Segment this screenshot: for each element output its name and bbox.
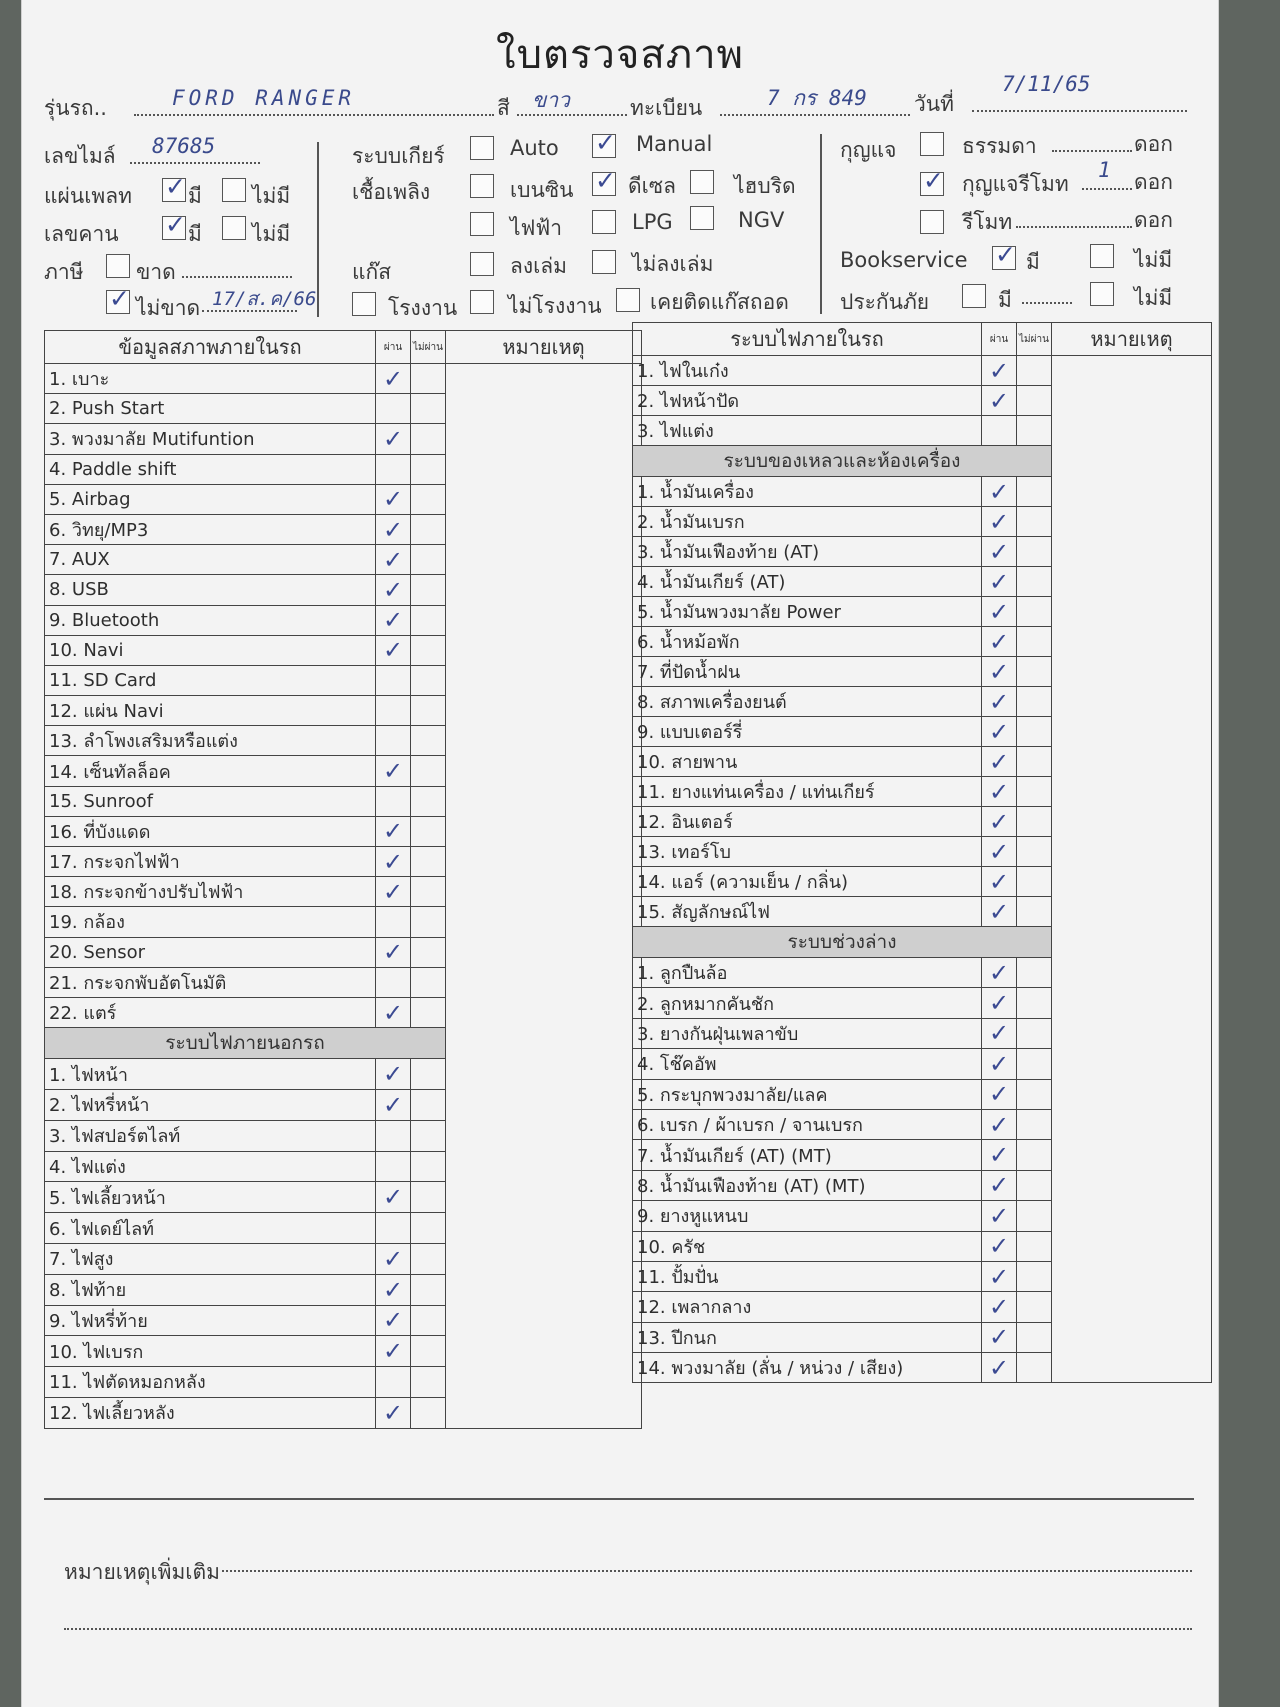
pass-cell[interactable]: ✓ — [376, 635, 411, 665]
gear-manual-label: Manual — [636, 132, 713, 156]
fail-cell[interactable] — [411, 1336, 446, 1367]
pass-cell[interactable]: ✓ — [376, 1397, 411, 1428]
row-label: 4. น้ำมันเกียร์ (AT) — [633, 567, 982, 597]
row-label: 7. ไฟสูง — [45, 1243, 376, 1274]
fuel-ngv-label: NGV — [738, 208, 785, 232]
notes-line[interactable] — [64, 1628, 1192, 1630]
row-label: 11. ปั้มปั่น — [633, 1261, 982, 1291]
plate-label: ทะเบียน — [630, 96, 703, 120]
gas-factory-label: โรงงาน — [388, 296, 458, 320]
gas-removed-checkbox[interactable] — [616, 288, 640, 312]
pass-cell[interactable]: ✓ — [982, 897, 1017, 927]
row-label: 10. ครัช — [633, 1231, 982, 1261]
pass-cell[interactable] — [376, 665, 411, 695]
pass-cell[interactable]: ✓ — [376, 484, 411, 514]
fail-cell[interactable] — [1017, 477, 1052, 507]
plate-sheet-label: แผ่นเพลท — [44, 184, 132, 208]
fuel-ev-label: ไฟฟ้า — [510, 216, 563, 240]
note-col: หมายเหตุ — [446, 331, 642, 364]
plate-sheet-none-checkbox[interactable] — [222, 178, 246, 202]
fail-cell[interactable] — [1017, 657, 1052, 687]
model-label: รุ่นรถ.. — [44, 96, 107, 120]
model-value: FORD RANGER — [172, 86, 356, 110]
table-row — [633, 356, 1212, 386]
fail-cell[interactable] — [1017, 1231, 1052, 1261]
fail-cell[interactable] — [1017, 507, 1052, 537]
key-unit: ดอก — [1134, 132, 1173, 156]
fail-cell[interactable] — [411, 816, 446, 846]
tax-label: ภาษี — [44, 260, 84, 284]
pass-cell[interactable]: ✓ — [982, 567, 1017, 597]
row-label: 12. แผ่น Navi — [45, 696, 376, 726]
row-label: 3. น้ำมันเฟืองท้าย (AT) — [633, 537, 982, 567]
row-label: 15. Sunroof — [45, 786, 376, 816]
fuel-ev-checkbox[interactable] — [470, 212, 494, 236]
row-label: 11. ไฟตัดหมอกหลัง — [45, 1367, 376, 1398]
fail-cell[interactable] — [1017, 1049, 1052, 1079]
gear-auto-label: Auto — [510, 136, 559, 160]
row-label: 17. กระจกไฟฟ้า — [45, 847, 376, 877]
fail-cell[interactable] — [1017, 416, 1052, 446]
pass-cell[interactable]: ✓ — [982, 1353, 1017, 1383]
pass-cell[interactable] — [982, 416, 1017, 446]
bookservice-none-checkbox[interactable] — [1090, 244, 1114, 268]
fail-cell[interactable] — [411, 786, 446, 816]
fuel-gasoline-label: เบนซิน — [510, 178, 574, 202]
pass-cell[interactable]: ✓ — [982, 1079, 1017, 1109]
row-label: 1. เบาะ — [45, 364, 376, 394]
pass-cell[interactable]: ✓ — [982, 1322, 1017, 1352]
notes-line[interactable] — [222, 1570, 1192, 1572]
pass-cell[interactable]: ✓ — [982, 687, 1017, 717]
pass-cell[interactable]: ✓ — [376, 545, 411, 575]
pass-cell[interactable]: ✓ — [376, 575, 411, 605]
row-label: 5. กระบุกพวงมาลัย/แลค — [633, 1079, 982, 1109]
fail-cell[interactable] — [411, 696, 446, 726]
fail-cell[interactable] — [1017, 597, 1052, 627]
plate-value: 7 กร 849 — [767, 86, 867, 110]
row-label: 6. วิทยุ/MP3 — [45, 514, 376, 544]
chassis-label: เลขคาน — [44, 222, 119, 246]
row-label: 1. ลูกปืนล้อ — [633, 958, 982, 988]
fail-cell[interactable] — [1017, 687, 1052, 717]
pass-cell[interactable]: ✓ — [982, 1261, 1017, 1291]
tax-overdue-label: ขาด — [136, 260, 176, 284]
key-remote-count: 1 — [1098, 158, 1111, 182]
row-label: 10. ไฟเบรก — [45, 1336, 376, 1367]
key-remote-only-checkbox[interactable] — [920, 210, 944, 234]
row-label: 7. AUX — [45, 545, 376, 575]
footer-notes-label: หมายเหตุเพิ่มเติม — [64, 1560, 220, 1584]
have-label: มี — [188, 222, 202, 246]
row-label: 21. กระจกพับอัตโนมัติ — [45, 967, 376, 997]
row-label: 12. อินเตอร์ — [633, 807, 982, 837]
fail-cell[interactable] — [1017, 1353, 1052, 1383]
row-label: 9. ไฟหรี่ท้าย — [45, 1305, 376, 1336]
pass-cell[interactable]: ✓ — [982, 1231, 1017, 1261]
fuel-gasoline-checkbox[interactable] — [470, 174, 494, 198]
pass-cell[interactable]: ✓ — [982, 988, 1017, 1018]
pass-col: ผ่าน — [982, 323, 1017, 356]
insurance-have-label: มี — [998, 288, 1012, 312]
row-label: 3. ไฟสปอร์ตไลท์ — [45, 1120, 376, 1151]
row-label: 2. ลูกหมากคันชัก — [633, 988, 982, 1018]
insurance-label: ประกันภัย — [840, 290, 930, 314]
gas-registered-checkbox[interactable] — [470, 252, 494, 276]
pass-cell[interactable]: ✓ — [982, 386, 1017, 416]
fail-cell[interactable] — [1017, 537, 1052, 567]
systems-table-title: ระบบไฟภายในรถ — [633, 323, 982, 356]
row-label: 2. Push Start — [45, 394, 376, 424]
mileage-value: 87685 — [152, 134, 216, 158]
fail-cell[interactable] — [1017, 356, 1052, 386]
section-title: ระบบช่วงล่าง — [633, 927, 1052, 958]
row-label: 19. กล้อง — [45, 907, 376, 937]
pass-cell[interactable]: ✓ — [982, 958, 1017, 988]
fail-cell[interactable] — [411, 1397, 446, 1428]
fail-cell[interactable] — [411, 1089, 446, 1120]
row-label: 2. ไฟหน้าปัด — [633, 386, 982, 416]
key-unit: ดอก — [1134, 170, 1173, 194]
row-label: 3. ไฟแต่ง — [633, 416, 982, 446]
tax-date: 17/ส.ค/66 — [212, 288, 317, 310]
pass-cell[interactable]: ✓ — [376, 514, 411, 544]
row-label: 6. เบรก / ผ้าเบรก / จานเบรก — [633, 1109, 982, 1139]
row-label: 5. ไฟเลี้ยวหน้า — [45, 1182, 376, 1213]
row-label: 1. ไฟในเก๋ง — [633, 356, 982, 386]
row-label: 8. น้ำมันเฟืองท้าย (AT) (MT) — [633, 1170, 982, 1200]
row-label: 8. USB — [45, 575, 376, 605]
have-label: มี — [1026, 250, 1040, 274]
fuel-lpg-checkbox[interactable] — [592, 210, 616, 234]
gear-manual-checkbox[interactable]: ✓ — [592, 134, 616, 158]
key-remote-label: กุญแจรีโมท — [962, 172, 1069, 196]
mileage-label: เลขไมล์ — [44, 144, 116, 168]
row-label: 5. น้ำมันพวงมาลัย Power — [633, 597, 982, 627]
row-label: 5. Airbag — [45, 484, 376, 514]
fail-cell[interactable] — [411, 545, 446, 575]
row-label: 3. ยางกันฝุ่นเพลาขับ — [633, 1018, 982, 1048]
fuel-hybrid-checkbox[interactable] — [690, 170, 714, 194]
pass-cell[interactable]: ✓ — [982, 657, 1017, 687]
row-label: 2. น้ำมันเบรก — [633, 507, 982, 537]
interior-table — [44, 330, 642, 1429]
row-label: 8. สภาพเครื่องยนต์ — [633, 687, 982, 717]
gear-label: ระบบเกียร์ — [352, 144, 445, 168]
note-cell[interactable] — [1052, 356, 1212, 1383]
fuel-diesel-label: ดีเซล — [628, 174, 676, 198]
row-label: 8. ไฟท้าย — [45, 1274, 376, 1305]
pass-cell[interactable]: ✓ — [982, 807, 1017, 837]
row-label: 20. Sensor — [45, 937, 376, 967]
row-label: 7. น้ำมันเกียร์ (AT) (MT) — [633, 1140, 982, 1170]
pass-cell[interactable]: ✓ — [982, 477, 1017, 507]
fail-cell[interactable] — [411, 1274, 446, 1305]
gas-label: แก๊ส — [352, 260, 392, 284]
fail-cell[interactable] — [411, 997, 446, 1027]
pass-col: ผ่าน — [376, 331, 411, 364]
gas-unregistered-checkbox[interactable] — [592, 250, 616, 274]
page-title: ใบตรวจสภาพ — [496, 32, 744, 78]
color-label: สี — [497, 96, 510, 120]
row-label: 14. แอร์ (ความเย็น / กลิ่น) — [633, 867, 982, 897]
pass-cell[interactable]: ✓ — [376, 847, 411, 877]
plate-sheet-have-checkbox[interactable]: ✓ — [162, 178, 186, 202]
tax-ok-label: ไม่ขาด — [136, 296, 201, 320]
key-remote-checkbox[interactable]: ✓ — [920, 172, 944, 196]
fail-cell[interactable] — [411, 756, 446, 786]
gas-unregistered-label: ไม่ลงเล่ม — [632, 252, 714, 276]
section-title: ระบบของเหลวและห้องเครื่อง — [633, 446, 1052, 477]
pass-cell[interactable]: ✓ — [376, 997, 411, 1027]
pass-cell[interactable]: ✓ — [376, 1274, 411, 1305]
fail-cell[interactable] — [411, 454, 446, 484]
fail-cell[interactable] — [1017, 627, 1052, 657]
pass-cell[interactable]: ✓ — [376, 816, 411, 846]
fail-cell[interactable] — [1017, 567, 1052, 597]
row-label: 1. ไฟหน้า — [45, 1059, 376, 1090]
fail-cell[interactable] — [1017, 837, 1052, 867]
row-label: 2. ไฟหรี่หน้า — [45, 1089, 376, 1120]
fail-cell[interactable] — [1017, 988, 1052, 1018]
fuel-lpg-label: LPG — [632, 210, 673, 234]
fail-cell[interactable] — [411, 907, 446, 937]
fail-cell[interactable] — [1017, 807, 1052, 837]
row-label: 4. Paddle shift — [45, 454, 376, 484]
row-label: 13. เทอร์โบ — [633, 837, 982, 867]
pass-cell[interactable] — [376, 1213, 411, 1244]
gear-auto-checkbox[interactable] — [470, 136, 494, 160]
fail-cell[interactable] — [1017, 897, 1052, 927]
fail-cell[interactable] — [411, 1151, 446, 1182]
pass-cell[interactable]: ✓ — [982, 1170, 1017, 1200]
row-label: 9. Bluetooth — [45, 605, 376, 635]
pass-cell[interactable]: ✓ — [982, 837, 1017, 867]
gas-nonfactory-label: ไม่โรงงาน — [508, 294, 602, 318]
chassis-none-checkbox[interactable] — [222, 216, 246, 240]
pass-cell[interactable] — [376, 726, 411, 756]
fail-cell[interactable] — [1017, 1018, 1052, 1048]
fail-cell[interactable] — [411, 635, 446, 665]
pass-cell[interactable] — [376, 1120, 411, 1151]
row-label: 13. ลำโพงเสริมหรือแต่ง — [45, 726, 376, 756]
row-label: 4. โช๊คอัพ — [633, 1049, 982, 1079]
key-label: กุญแจ — [840, 138, 897, 162]
pass-cell[interactable] — [376, 1367, 411, 1398]
none-label: ไม่มี — [1134, 248, 1173, 272]
fail-cell[interactable] — [1017, 1109, 1052, 1139]
fail-cell[interactable] — [1017, 747, 1052, 777]
gas-removed-label: เคยติดแก๊สถอด — [650, 290, 789, 314]
pass-cell[interactable]: ✓ — [376, 877, 411, 907]
row-label: 6. น้ำหม้อพัก — [633, 627, 982, 657]
pass-cell[interactable]: ✓ — [376, 937, 411, 967]
row-label: 10. สายพาน — [633, 747, 982, 777]
gas-registered-label: ลงเล่ม — [510, 254, 568, 278]
pass-cell[interactable]: ✓ — [376, 364, 411, 394]
pass-cell[interactable]: ✓ — [982, 356, 1017, 386]
fail-col: ไม่ผ่าน — [411, 331, 446, 364]
fuel-label: เชื้อเพลิง — [352, 180, 431, 204]
fail-cell[interactable] — [1017, 1201, 1052, 1231]
row-label: 11. SD Card — [45, 665, 376, 695]
have-label: มี — [188, 184, 202, 208]
pass-cell[interactable]: ✓ — [982, 1049, 1017, 1079]
fuel-ngv-checkbox[interactable] — [690, 206, 714, 230]
fail-cell[interactable] — [411, 1213, 446, 1244]
gas-factory-checkbox[interactable] — [352, 292, 376, 316]
pass-cell[interactable]: ✓ — [982, 1292, 1017, 1322]
pass-cell[interactable]: ✓ — [982, 507, 1017, 537]
fail-cell[interactable] — [1017, 1322, 1052, 1352]
color-value: ขาว — [532, 88, 570, 112]
pass-cell[interactable] — [376, 454, 411, 484]
pass-cell[interactable] — [376, 967, 411, 997]
fail-cell[interactable] — [1017, 1079, 1052, 1109]
key-normal-checkbox[interactable] — [920, 132, 944, 156]
fail-col: ไม่ผ่าน — [1017, 323, 1052, 356]
pass-cell[interactable]: ✓ — [982, 1018, 1017, 1048]
fail-cell[interactable] — [411, 484, 446, 514]
pass-cell[interactable]: ✓ — [376, 605, 411, 635]
pass-cell[interactable]: ✓ — [982, 717, 1017, 747]
row-label: 22. แตร์ — [45, 997, 376, 1027]
pass-cell[interactable]: ✓ — [982, 777, 1017, 807]
pass-cell[interactable]: ✓ — [376, 1305, 411, 1336]
row-label: 4. ไฟแต่ง — [45, 1151, 376, 1182]
row-label: 10. Navi — [45, 635, 376, 665]
insurance-none-checkbox[interactable] — [1090, 282, 1114, 306]
pass-cell[interactable]: ✓ — [982, 627, 1017, 657]
tax-overdue-checkbox[interactable] — [106, 254, 130, 278]
row-label: 11. ยางแท่นเครื่อง / แท่นเกียร์ — [633, 777, 982, 807]
row-label: 18. กระจกข้างปรับไฟฟ้า — [45, 877, 376, 907]
key-normal-label: ธรรมดา — [962, 134, 1037, 158]
date-label: วันที่ — [914, 92, 954, 116]
row-label: 6. ไฟเดย์ไลท์ — [45, 1213, 376, 1244]
fail-cell[interactable] — [411, 726, 446, 756]
pass-cell[interactable] — [376, 696, 411, 726]
fail-cell[interactable] — [1017, 958, 1052, 988]
row-label: 7. ที่ปัดน้ำฝน — [633, 657, 982, 687]
row-label: 14. พวงมาลัย (ลั่น / หน่วง / เสียง) — [633, 1353, 982, 1383]
key-remote-only-label: รีโมท — [962, 210, 1013, 234]
row-label: 12. เพลากลาง — [633, 1292, 982, 1322]
pass-cell[interactable]: ✓ — [982, 1109, 1017, 1139]
pass-cell[interactable]: ✓ — [376, 1336, 411, 1367]
note-col: หมายเหตุ — [1052, 323, 1212, 356]
fail-cell[interactable] — [1017, 1170, 1052, 1200]
pass-cell[interactable]: ✓ — [982, 597, 1017, 627]
fuel-hybrid-label: ไฮบริด — [734, 174, 796, 198]
fail-cell[interactable] — [1017, 1140, 1052, 1170]
bookservice-label: Bookservice — [840, 248, 968, 272]
section-title: ระบบไฟภายนอกรถ — [45, 1028, 446, 1059]
none-label: ไม่มี — [252, 184, 291, 208]
fail-cell[interactable] — [411, 1305, 446, 1336]
pass-cell[interactable]: ✓ — [376, 1182, 411, 1213]
tax-ok-checkbox[interactable]: ✓ — [106, 290, 130, 314]
fail-cell[interactable] — [1017, 777, 1052, 807]
fail-cell[interactable] — [1017, 1261, 1052, 1291]
date-value: 7/11/65 — [1002, 72, 1091, 96]
systems-table — [632, 322, 1212, 1383]
fail-cell[interactable] — [411, 847, 446, 877]
none-label: ไม่มี — [252, 222, 291, 246]
fail-cell[interactable] — [411, 575, 446, 605]
fail-cell[interactable] — [411, 394, 446, 424]
pass-cell[interactable] — [376, 394, 411, 424]
pass-cell[interactable] — [376, 786, 411, 816]
pass-cell[interactable]: ✓ — [376, 1089, 411, 1120]
row-label: 13. ปีกนก — [633, 1322, 982, 1352]
fail-cell[interactable] — [411, 364, 446, 394]
note-cell[interactable] — [446, 364, 642, 1429]
pass-cell[interactable]: ✓ — [376, 424, 411, 454]
pass-cell[interactable]: ✓ — [982, 747, 1017, 777]
fail-cell[interactable] — [411, 1367, 446, 1398]
key-unit: ดอก — [1134, 208, 1173, 232]
fail-cell[interactable] — [411, 424, 446, 454]
fail-cell[interactable] — [1017, 1292, 1052, 1322]
pass-cell[interactable]: ✓ — [982, 537, 1017, 567]
pass-cell[interactable]: ✓ — [982, 867, 1017, 897]
fail-cell[interactable] — [1017, 386, 1052, 416]
pass-cell[interactable]: ✓ — [376, 1243, 411, 1274]
fuel-diesel-checkbox[interactable]: ✓ — [592, 172, 616, 196]
interior-table-title: ข้อมูลสภาพภายในรถ — [45, 331, 376, 364]
fail-cell[interactable] — [411, 967, 446, 997]
row-label: 9. แบบเตอร์รี่ — [633, 717, 982, 747]
fail-cell[interactable] — [411, 877, 446, 907]
pass-cell[interactable]: ✓ — [376, 1059, 411, 1090]
fail-cell[interactable] — [411, 514, 446, 544]
pass-cell[interactable]: ✓ — [982, 1140, 1017, 1170]
row-label: 9. ยางหูแหนบ — [633, 1201, 982, 1231]
row-label: 16. ที่บังแดด — [45, 816, 376, 846]
fail-cell[interactable] — [411, 1059, 446, 1090]
chassis-have-checkbox[interactable]: ✓ — [162, 216, 186, 240]
pass-cell[interactable]: ✓ — [982, 1201, 1017, 1231]
pass-cell[interactable] — [376, 1151, 411, 1182]
pass-cell[interactable] — [376, 907, 411, 937]
bookservice-have-checkbox[interactable]: ✓ — [992, 246, 1016, 270]
inspection-sheet — [22, 0, 1218, 1707]
none-label: ไม่มี — [1134, 286, 1173, 310]
fail-cell[interactable] — [411, 605, 446, 635]
row-label: 14. เซ็นทัลล็อค — [45, 756, 376, 786]
fail-cell[interactable] — [411, 1120, 446, 1151]
fail-cell[interactable] — [411, 1243, 446, 1274]
table-row — [45, 364, 642, 394]
row-label: 3. พวงมาลัย Mutifuntion — [45, 424, 376, 454]
row-label: 15. สัญลักษณ์ไฟ — [633, 897, 982, 927]
row-label: 1. น้ำมันเครื่อง — [633, 477, 982, 507]
fail-cell[interactable] — [1017, 867, 1052, 897]
fail-cell[interactable] — [1017, 717, 1052, 747]
row-label: 12. ไฟเลี้ยวหลัง — [45, 1397, 376, 1428]
pass-cell[interactable]: ✓ — [376, 756, 411, 786]
fail-cell[interactable] — [411, 937, 446, 967]
fail-cell[interactable] — [411, 665, 446, 695]
gas-nonfactory-checkbox[interactable] — [470, 290, 494, 314]
insurance-have-checkbox[interactable] — [962, 284, 986, 308]
fail-cell[interactable] — [411, 1182, 446, 1213]
